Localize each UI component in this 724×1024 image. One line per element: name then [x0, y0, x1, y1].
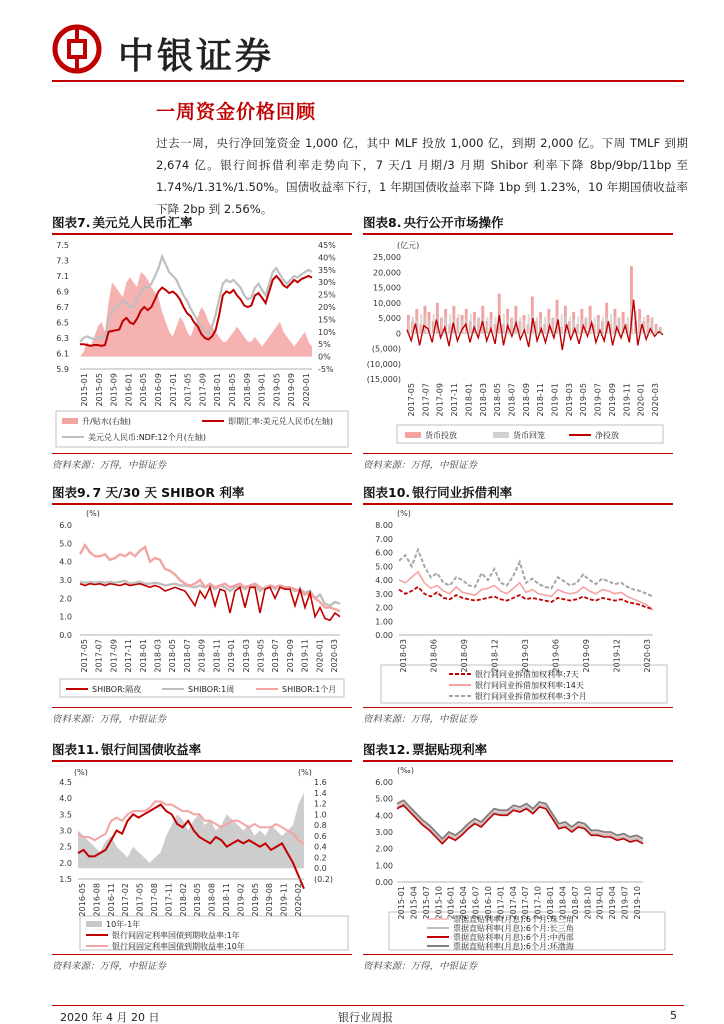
y-right-tick-label: 0% — [318, 352, 331, 362]
y-right-tick-label: 15% — [318, 315, 336, 325]
y-tick-label: 10,000 — [373, 298, 401, 308]
x-tick-label: 2018-08 — [207, 883, 217, 917]
legend-swatch — [405, 432, 421, 438]
x-tick-label: 2017-02 — [121, 883, 131, 917]
y-left-tick-label: 4.5 — [59, 778, 72, 787]
treasury-chart — [52, 766, 352, 952]
x-tick-label: 2018-03 — [478, 383, 488, 417]
bar-withdrawal — [536, 317, 538, 334]
y-right-tick-label: 5% — [318, 340, 331, 350]
legend-swatch — [493, 432, 509, 438]
legend-label: 升/贴水(右轴) — [82, 417, 131, 426]
x-tick-label: 2018-03 — [153, 639, 163, 673]
y-tick-label: 0.00 — [375, 631, 393, 640]
x-tick-label: 2018-07 — [507, 383, 517, 417]
x-tick-label: 2019-11 — [622, 383, 632, 417]
y-left-tick-label: 2.5 — [59, 842, 72, 852]
legend-label: 即期汇率:美元兑人民币(左轴) — [228, 417, 333, 426]
bar-withdrawal — [503, 314, 505, 333]
x-tick-label: 2020-03 — [330, 639, 339, 673]
x-tick-label: 2019-07 — [271, 639, 281, 673]
y-right-tick-label: 35% — [318, 265, 336, 275]
x-tick-label: 2018-01 — [546, 886, 556, 920]
y-right-tick-label: 30% — [318, 278, 336, 288]
x-tick-label: 2017-05 — [407, 383, 416, 417]
x-tick-label: 2017-11 — [124, 639, 134, 673]
series-line-1m — [80, 545, 340, 611]
y-tick-label: 5.0 — [59, 539, 72, 549]
bar-withdrawal — [495, 317, 497, 334]
x-tick-label: 2017-04 — [508, 886, 518, 920]
x-tick-label: 2019-09 — [285, 639, 295, 673]
interbank-chart — [363, 509, 673, 705]
panel-fx-rate — [52, 213, 352, 473]
source-divider — [363, 453, 673, 454]
figure-title: 票据贴现利率 — [412, 742, 488, 757]
bar-withdrawal — [569, 317, 571, 334]
y-tick-label: 20,000 — [373, 268, 401, 278]
y-axis-unit: (%) — [397, 509, 411, 518]
y-tick-label: 1.0 — [59, 612, 72, 622]
panel-shibor — [52, 483, 352, 728]
y-right-tick-label: 10% — [318, 327, 336, 337]
y-right-tick-label: 0.6 — [314, 831, 327, 841]
x-tick-label: 2020-01 — [315, 639, 325, 673]
legend-label: 银行间同业拆借加权利率:3个月 — [475, 692, 587, 701]
x-tick-label: 2019-09 — [287, 373, 297, 407]
x-tick-label: 2018-03 — [399, 639, 408, 673]
x-tick-label: 2016-05 — [78, 883, 87, 917]
y-tick-label: 6.00 — [375, 778, 393, 787]
y-tick-label: 4.0 — [59, 557, 72, 567]
y-tick-label: 5.00 — [375, 562, 393, 572]
y-axis-unit: (%) — [86, 509, 100, 518]
open-market-chart — [363, 239, 673, 449]
bar-withdrawal — [519, 317, 521, 334]
y-right-tick-label: 0.8 — [314, 821, 327, 831]
source-note: 资料来源：万得，中银证券 — [363, 961, 478, 972]
y-tick-label: 6.0 — [59, 521, 72, 530]
x-tick-label: 2020-03 — [651, 383, 660, 417]
series-line-3m — [399, 550, 653, 597]
panel-title — [52, 483, 352, 505]
bar-withdrawal — [470, 314, 472, 333]
y-left-tick-label: 7.5 — [56, 241, 69, 250]
y-left-tick-label: 2.0 — [59, 858, 72, 868]
y-tick-label: 2.0 — [59, 594, 72, 604]
x-tick-label: 2017-11 — [450, 383, 460, 417]
x-tick-label: 2017-09 — [435, 383, 445, 417]
x-tick-label: 2019-02 — [236, 883, 246, 917]
figure-title: 银行同业拆借利率 — [412, 485, 513, 500]
source-divider — [363, 707, 673, 708]
bar-withdrawal — [457, 314, 459, 333]
page-header — [0, 0, 724, 92]
source-note: 资料来源：万得，中银证券 — [52, 714, 167, 725]
source-divider — [52, 707, 352, 708]
x-tick-label: 2018-09 — [242, 373, 252, 407]
x-tick-label: 2018-04 — [558, 886, 568, 920]
bar-withdrawal — [577, 317, 579, 334]
y-tick-label: 0.00 — [375, 878, 393, 887]
x-tick-label: 2018-05 — [193, 883, 203, 917]
x-tick-label: 2019-01 — [595, 886, 605, 920]
boc-logo-icon — [52, 24, 102, 74]
y-tick-label: 5.00 — [375, 794, 393, 804]
legend-label: 票据直贴利率(月息):6个月:珠三角 — [453, 915, 574, 924]
x-tick-label: 2020-02 — [294, 883, 303, 917]
x-tick-label: 2017-08 — [150, 883, 159, 917]
x-tick-label: 2019-03 — [564, 383, 574, 417]
figure-title: 央行公开市场操作 — [403, 215, 504, 230]
source-note: 资料来源：万得，中银证券 — [363, 714, 478, 725]
y-left-tick-label: 7.1 — [56, 272, 69, 281]
x-tick-label: 2018-01 — [138, 639, 148, 673]
y-tick-label: (15,000) — [366, 375, 401, 384]
bar-withdrawal — [561, 314, 563, 333]
x-tick-label: 2019-05 — [250, 883, 260, 917]
series-area-spread — [78, 793, 304, 868]
y-right-tick-label: 1.0 — [314, 810, 327, 820]
fx-rate-chart — [52, 239, 352, 449]
panel-title — [363, 213, 673, 235]
y-tick-label: 3.00 — [375, 589, 393, 599]
y-left-tick-label: 6.5 — [56, 318, 69, 328]
y-tick-label: 3.00 — [375, 828, 393, 837]
bar-withdrawal — [424, 317, 426, 334]
y-tick-label: 8.00 — [375, 521, 393, 530]
x-tick-label: 2019-09 — [607, 383, 617, 417]
bar-withdrawal — [544, 317, 546, 334]
legend-label: SHIBOR:1周 — [188, 685, 235, 694]
y-tick-label: (5,000) — [371, 344, 401, 354]
y-axis-unit: (‰) — [397, 766, 414, 775]
bar-withdrawal — [486, 317, 488, 334]
x-tick-label: 2019-03 — [521, 639, 530, 673]
source-note: 资料来源：万得，中银证券 — [363, 460, 478, 471]
source-note: 资料来源：万得，中银证券 — [52, 460, 167, 471]
figure-number: 图表9. — [52, 485, 91, 500]
y-left-tick-label: 7.3 — [56, 256, 69, 266]
x-tick-label: 2018-07 — [570, 886, 580, 920]
legend-swatch — [62, 418, 78, 424]
x-tick-label: 2018-10 — [583, 886, 593, 920]
y-right-tick-label: 20% — [318, 303, 336, 312]
bar-withdrawal — [552, 317, 554, 334]
x-tick-label: 2018-07 — [182, 639, 192, 673]
x-tick-label: 2019-10 — [633, 886, 642, 920]
footer-divider — [52, 1005, 684, 1006]
bar-withdrawal — [602, 317, 604, 334]
source-divider — [52, 954, 352, 955]
y-tick-label: 1.00 — [375, 861, 393, 871]
y-left-tick-label: 6.1 — [56, 349, 69, 359]
x-tick-label: 2019-05 — [256, 639, 266, 673]
legend-label: 银行间固定利率国债到期收益率:1年 — [112, 931, 240, 940]
bar-withdrawal — [449, 314, 451, 333]
x-tick-label: 2020-01 — [302, 373, 311, 407]
y-axis-unit: (亿元) — [397, 241, 420, 250]
x-tick-label: 2015-04 — [409, 886, 419, 920]
panel-title — [52, 213, 352, 235]
x-tick-label: 2020-03 — [643, 639, 652, 673]
figure-title: 美元兑人民币汇率 — [92, 215, 193, 230]
x-tick-label: 2017-01 — [496, 886, 506, 920]
legend-label: 银行间同业拆借加权利率:14天 — [475, 681, 584, 690]
y-axis-unit-right: (%) — [298, 768, 312, 777]
x-tick-label: 2017-10 — [533, 886, 543, 920]
x-tick-label: 2016-10 — [483, 886, 493, 920]
x-tick-label: 2018-12 — [490, 639, 500, 673]
panel-title — [363, 483, 673, 505]
x-tick-label: 2018-06 — [429, 639, 439, 673]
bar-withdrawal — [528, 314, 530, 333]
x-tick-label: 2015-07 — [421, 886, 431, 920]
x-tick-label: 2019-07 — [593, 383, 603, 417]
x-tick-label: 2017-07 — [94, 639, 104, 673]
legend-label: 10年-1年 — [106, 920, 141, 929]
x-tick-label: 2019-12 — [612, 639, 622, 673]
legend-label: SHIBOR:1个月 — [282, 685, 337, 694]
figure-title: 银行间国债收益率 — [101, 742, 202, 757]
figure-title: 7 天/30 天 SHIBOR 利率 — [92, 485, 245, 500]
legend-label: 票据直贴利率(月息):6个月:长三角 — [453, 924, 574, 933]
legend-label: 货币回笼 — [513, 431, 545, 440]
y-tick-label: (10,000) — [366, 359, 401, 369]
y-right-tick-label: -5% — [318, 365, 334, 374]
panel-treasury — [52, 740, 352, 975]
panel-title — [363, 740, 673, 762]
legend-swatch — [86, 921, 102, 927]
x-tick-label: 2017-07 — [521, 886, 531, 920]
y-right-tick-label: 0.2 — [314, 853, 327, 863]
panel-interbank — [363, 483, 673, 728]
x-tick-label: 2019-01 — [257, 373, 267, 407]
x-tick-label: 2018-01 — [213, 373, 223, 407]
x-tick-label: 2019-09 — [582, 639, 591, 673]
y-right-tick-label: 25% — [318, 290, 336, 300]
x-tick-label: 2020-01 — [636, 383, 646, 417]
figure-number: 图表12. — [363, 742, 411, 757]
x-tick-label: 2018-09 — [521, 383, 531, 417]
figure-number: 图表8. — [363, 215, 402, 230]
y-left-tick-label: 5.9 — [56, 365, 69, 374]
y-tick-label: 1.00 — [375, 617, 393, 627]
bar-withdrawal — [420, 314, 422, 333]
x-tick-label: 2017-05 — [183, 373, 193, 407]
y-left-tick-label: 6.9 — [56, 287, 69, 297]
y-right-tick-label: 0.4 — [314, 842, 327, 852]
series-area-premium — [80, 272, 312, 356]
legend-label: 票据直贴利率(月息):6个月:中西部 — [453, 933, 574, 942]
x-tick-label: 2019-04 — [608, 886, 618, 920]
x-tick-label: 2017-01 — [168, 373, 178, 407]
y-tick-label: 7.00 — [375, 534, 393, 544]
source-divider — [52, 453, 352, 454]
y-left-tick-label: 4.0 — [59, 794, 72, 804]
shibor-chart — [52, 509, 352, 705]
legend-label: 银行间固定利率国债到期收益率:10年 — [112, 942, 245, 951]
figure-number: 图表7. — [52, 215, 91, 230]
y-left-tick-label: 3.0 — [59, 826, 72, 836]
figure-number: 图表11. — [52, 742, 100, 757]
y-tick-label: 2.00 — [375, 603, 393, 613]
intro-paragraph: 过去一周，央行净回笼资金 1,000 亿，其中 MLF 投放 1,000 亿，到期 2,000 亿。下周 TMLF 到期 2,674 亿。银行间拆借利率走势向下，7 天/1 月期/3 月期 Shibor 利率下降 8bp/9bp/11bp 至 1.74%/1.31%/1.50%。国债收益率下行，1 年期国债收益率下降 1bp 到 1.23%，10 年期国债收益率下降 2bp 到 2.56%。 — [156, 136, 688, 216]
x-tick-label: 2018-05 — [228, 373, 237, 407]
y-left-tick-label: 1.5 — [59, 875, 72, 884]
y-right-tick-label: 40% — [318, 253, 336, 263]
x-tick-label: 2019-03 — [241, 639, 251, 673]
y-tick-label: 0.0 — [59, 631, 72, 640]
y-tick-label: 4.00 — [375, 811, 393, 821]
x-tick-label: 2018-11 — [222, 883, 231, 917]
x-tick-label: 2016-11 — [106, 883, 116, 917]
legend-label: 美元兑人民币:NDF:12个月(左轴) — [88, 433, 206, 442]
header-divider — [52, 80, 684, 82]
x-tick-label: 2018-05 — [493, 383, 503, 417]
y-left-tick-label: 6.3 — [56, 334, 69, 343]
x-tick-label: 2017-05 — [80, 639, 89, 673]
y-right-tick-label: 45% — [318, 241, 336, 250]
x-tick-label: 2019-07 — [620, 886, 630, 920]
y-tick-label: 15,000 — [373, 283, 401, 293]
x-tick-label: 2015-01 — [80, 373, 89, 407]
x-tick-label: 2015-09 — [109, 373, 119, 407]
x-tick-label: 2017-11 — [164, 883, 174, 917]
y-left-tick-label: 6.7 — [56, 303, 69, 312]
figure-number: 图表10. — [363, 485, 411, 500]
source-divider — [363, 954, 673, 955]
legend-label: 净投放 — [595, 431, 619, 440]
y-tick-label: 25,000 — [373, 253, 401, 262]
x-tick-label: 2017-09 — [109, 639, 119, 673]
panel-open-market — [363, 213, 673, 473]
series-line-14d — [399, 572, 653, 611]
x-tick-label: 2019-11 — [279, 883, 289, 917]
x-tick-label: 2015-05 — [94, 373, 104, 407]
x-tick-label: 2018-01 — [464, 383, 474, 417]
x-tick-label: 2016-04 — [459, 886, 469, 920]
x-tick-label: 2018-11 — [212, 639, 222, 673]
x-tick-label: 2019-01 — [550, 383, 560, 417]
legend-label: 票据直贴利率(月息):6个月:环渤海 — [453, 942, 574, 951]
y-tick-label: 0 — [395, 329, 401, 339]
x-tick-label: 2019-06 — [551, 639, 561, 673]
footer-page-number: 5 — [670, 1009, 677, 1022]
x-tick-label: 2019-11 — [300, 639, 310, 673]
x-tick-label: 2016-08 — [92, 883, 102, 917]
x-tick-label: 2015-01 — [397, 886, 406, 920]
series-line-7d — [399, 587, 653, 609]
y-right-tick-label: (0.2) — [314, 875, 333, 884]
y-axis-unit: (%) — [74, 768, 88, 777]
x-tick-label: 2018-05 — [168, 639, 178, 673]
x-tick-label: 2019-05 — [579, 383, 589, 417]
bill-discount-chart — [363, 766, 673, 952]
x-tick-label: 2018-09 — [460, 639, 469, 673]
section-title: 一周资金价格回顾 — [156, 101, 317, 123]
x-tick-label: 2017-07 — [421, 383, 431, 417]
x-tick-label: 2016-01 — [124, 373, 134, 407]
y-tick-label: 3.0 — [59, 576, 72, 585]
y-left-tick-label: 3.5 — [59, 810, 72, 820]
y-tick-label: 5,000 — [378, 314, 401, 323]
footer-doc-title: 银行业周报 — [338, 1011, 393, 1024]
source-note: 资料来源：万得，中银证券 — [52, 961, 167, 972]
x-tick-label: 2018-11 — [536, 383, 546, 417]
x-tick-label: 2016-07 — [471, 886, 481, 920]
x-tick-label: 2017-05 — [135, 883, 145, 917]
panel-title — [52, 740, 352, 762]
x-tick-label: 2016-01 — [446, 886, 456, 920]
y-right-tick-label: 1.4 — [314, 788, 327, 798]
legend-label: 银行间同业拆借加权利率:7天 — [475, 670, 579, 679]
y-tick-label: 6.00 — [375, 548, 393, 558]
panel-bill-discount — [363, 740, 673, 975]
x-tick-label: 2017-09 — [198, 373, 208, 407]
x-tick-label: 2019-01 — [227, 639, 237, 673]
y-right-tick-label: 1.6 — [314, 778, 327, 787]
x-tick-label: 2016-05 — [139, 373, 149, 407]
x-tick-label: 2019-05 — [272, 373, 282, 407]
x-tick-label: 2015-10 — [434, 886, 444, 920]
legend-label: 货币投放 — [425, 431, 457, 440]
x-tick-label: 2019-08 — [265, 883, 275, 917]
legend-label: SHIBOR:隔夜 — [92, 685, 142, 694]
y-right-tick-label: 0.0 — [314, 864, 327, 874]
footer-date: 2020 年 4 月 20 日 — [60, 1011, 160, 1024]
x-tick-label: 2018-02 — [178, 883, 188, 917]
y-tick-label: 4.00 — [375, 576, 393, 585]
x-tick-label: 2016-09 — [154, 373, 163, 407]
y-right-tick-label: 1.2 — [314, 799, 327, 809]
x-tick-label: 2018-09 — [197, 639, 207, 673]
y-tick-label: 2.00 — [375, 844, 393, 854]
brand-name: 中银证券 — [118, 35, 275, 77]
